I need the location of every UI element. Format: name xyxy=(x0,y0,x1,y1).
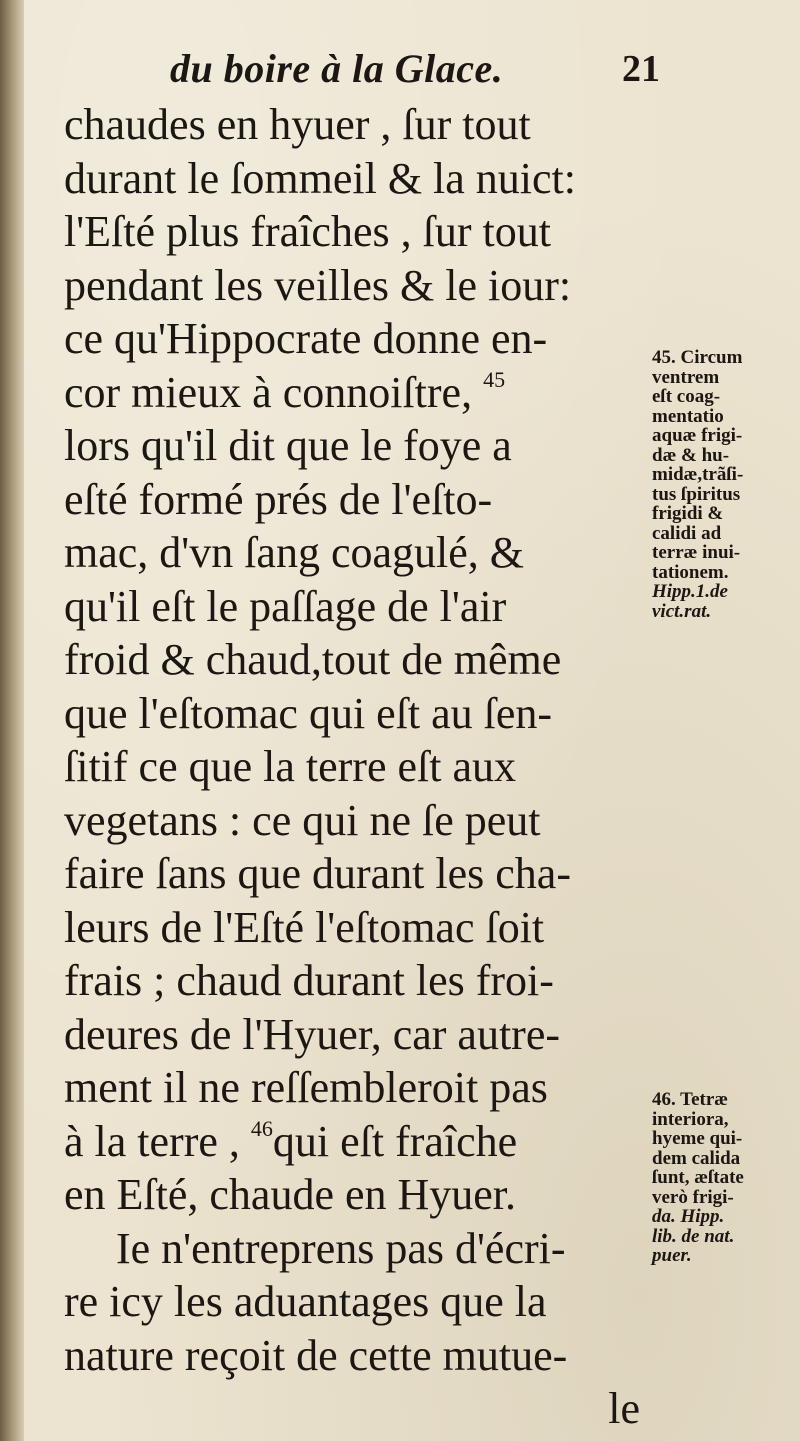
text-line: eſté formé prés de l'eſto- xyxy=(64,474,493,524)
note-citation: vict.rat. xyxy=(652,600,712,622)
text-line: ce qu'Hippocrate donne en- xyxy=(64,314,548,363)
running-title: du boire à la Glace. xyxy=(170,46,504,91)
note-line: interiora, xyxy=(652,1108,729,1130)
text-line: faire ſans que durant les cha- xyxy=(64,849,571,898)
text-line: vegetans : ce qui ne ſe peut xyxy=(64,795,541,845)
margin-note-45 xyxy=(652,348,792,621)
note-line: ſunt, æſtate xyxy=(652,1167,744,1188)
text-line: chaudes en hyuer , ſur tout xyxy=(64,100,531,149)
text-line: ment il ne reſſembleroit pas xyxy=(64,1063,548,1112)
text-line: re icy les aduantages que la xyxy=(64,1277,547,1326)
note-line: frigidi & xyxy=(652,503,724,524)
note-line: 46. Tetræ xyxy=(652,1089,728,1110)
text-line: en Eſté, chaude en Hyuer. xyxy=(64,1170,517,1219)
text-line: à la terre , xyxy=(64,1116,240,1166)
note-line: eſt coag- xyxy=(652,386,721,407)
text-line: lors qu'il dit que le foye a xyxy=(64,421,512,470)
text-line: froid & chaud,tout de même xyxy=(64,635,562,684)
note-line: calidi ad xyxy=(652,522,722,544)
paragraph-start-line: Ie n'entreprens pas d'écri- xyxy=(116,1223,566,1273)
text-line: l'Eſté plus fraîches , ſur tout xyxy=(64,207,551,256)
page-number: 21 xyxy=(622,48,660,90)
text-line: mac, d'vn ſang coagulé, & xyxy=(64,528,525,577)
note-citation: Hipp.1.de xyxy=(652,581,728,602)
note-line: ventrem xyxy=(652,366,720,388)
text-line: durant le ſommeil & la nuict: xyxy=(64,153,576,203)
catchword: le xyxy=(608,1384,640,1433)
note-citation: da. Hipp. xyxy=(652,1206,725,1227)
text-line-continuation: qui eſt fraîche xyxy=(272,1116,518,1166)
note-line: 45. Circum xyxy=(652,347,743,368)
text-line: frais ; chaud durant les froi- xyxy=(64,956,554,1005)
note-line: verò frigi- xyxy=(652,1186,734,1208)
footnote-ref-45: 45 xyxy=(483,366,506,392)
page-gutter xyxy=(0,0,24,1441)
note-line: aquæ frigi- xyxy=(652,425,743,446)
text-line: ſitif ce que la terre eſt aux xyxy=(64,742,516,791)
page-header xyxy=(170,44,660,94)
note-citation: puer. xyxy=(652,1245,692,1266)
margin-note-46 xyxy=(652,1090,792,1266)
note-line: dem calida xyxy=(652,1147,741,1169)
note-line: terræ inui- xyxy=(652,542,741,563)
note-line: tationem. xyxy=(652,561,729,583)
body-text xyxy=(64,98,640,1436)
footnote-ref-46: 46 xyxy=(250,1115,273,1141)
text-line: deures de l'Hyuer, car autre- xyxy=(64,1009,561,1059)
text-line: pendant les veilles & le iour: xyxy=(64,260,572,310)
text-line: cor mieux à connoiſtre, xyxy=(64,367,473,417)
text-line: nature reçoit de cette mutue- xyxy=(64,1330,568,1380)
note-line: mentatio xyxy=(652,405,724,427)
text-line-with-footnote-46 xyxy=(64,1115,640,1169)
note-line: tus ſpiritus xyxy=(652,483,741,505)
text-line-with-footnote-45 xyxy=(64,366,640,420)
text-line: qu'il eſt le paſſage de l'air xyxy=(64,581,507,631)
text-line: leurs de l'Eſté l'eſtomac ſoit xyxy=(64,902,545,952)
note-line: midæ,trãſi- xyxy=(652,464,744,485)
note-line: dæ & hu- xyxy=(652,444,730,466)
note-citation: lib. de nat. xyxy=(652,1225,735,1247)
text-line: que l'eſtomac qui eſt au ſen- xyxy=(64,688,553,738)
note-line: hyeme qui- xyxy=(652,1128,743,1149)
